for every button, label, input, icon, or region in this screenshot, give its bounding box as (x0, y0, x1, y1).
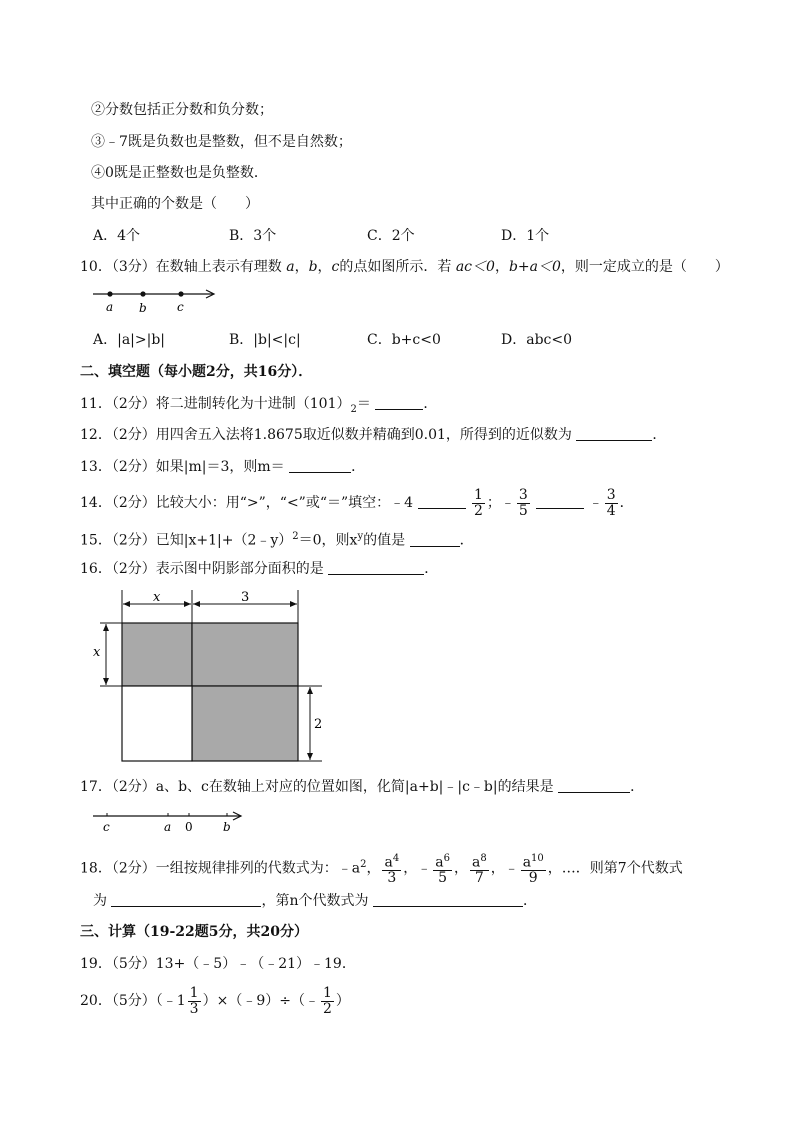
statement-4: ④0既是正整数也是负整数． (91, 165, 268, 181)
section-2-heading: 二、填空题（每小题2分，共16分）． (80, 364, 313, 380)
q16-label-top-left: x (153, 590, 161, 605)
unshaded-bottom-left (122, 686, 192, 761)
q16-label-right: 2 (314, 717, 323, 732)
section-3-heading: 三、计算（19-22题5分，共20分） (80, 924, 308, 940)
q11: 11．（2分）将二进制转化为十进制$(101)_2=$ ． (80, 396, 438, 415)
q17: 17．（2分）a、b、c在数轴上对应的位置如图，化简|a+b|﹣|c﹣b|的结果是 ． (80, 779, 645, 795)
q18-answer-blank-1[interactable] (111, 892, 261, 907)
q14-answer-blank-2[interactable] (536, 494, 584, 509)
q17-label-a: a (164, 820, 172, 834)
q14-fraction-3: $\frac{3}{4}$ (606, 486, 616, 519)
q13: 13．（2分）如果|m|＝3，则m＝ ． (80, 459, 366, 475)
q20-fraction-1: $\frac{1}{3}$ (189, 984, 199, 1017)
q19: 19．（5分）13+（﹣5）﹣（﹣21）﹣19． (80, 956, 356, 972)
q18-term-1: $\frac{a^4}{3}$ (384, 852, 400, 887)
q10-label-a: a (106, 300, 114, 314)
shaded-top-left (122, 623, 192, 686)
q17-answer-blank[interactable] (558, 778, 630, 793)
q16-figure (90, 588, 330, 768)
q16-label-left: x (93, 645, 101, 660)
q14-fraction-1: $\frac{1}{2}$ (473, 486, 483, 519)
q18-answer-blank-2[interactable] (373, 892, 523, 907)
q16: 16．（2分）表示图中阴影部分面积的是 ． (80, 561, 439, 577)
q14-fraction-2: $\frac{3}{5}$ (518, 486, 528, 519)
q12: 12．（2分）用四舍五入法将1.8675取近似数并精确到0.01，所得到的近似数为 ． (80, 427, 667, 443)
q18-term-2: $\frac{a^6}{5}$ (435, 852, 450, 887)
q18-line-1: 18．（2分）一组按规律排列的代数式为：$﹣a^2$， $\frac{a^4}{3}$ ，﹣ $\frac{a^6}{5}$ ， $\frac{a^8}{7}$ ，﹣ $\frac{a^{10}}{9}$ ，…．则第7个代数式 (80, 852, 683, 887)
q18-term-4: $\frac{a^{10}}{9}$ (522, 852, 544, 887)
q10-label-c: c (177, 300, 184, 314)
q10-point-c (178, 291, 183, 296)
q13-answer-blank[interactable] (289, 458, 351, 473)
q15-answer-blank[interactable] (410, 532, 460, 547)
q14: 14．（2分）比较大小：用“>”，“<”或“＝”填空：﹣4 $\frac{1}{2}$ ；﹣ $\frac{3}{5}$ ﹣ $\frac{3}{4}$ ． (80, 486, 634, 519)
q10-text: 10．（3分）在数轴上表示有理数 a，b，c的点如图所示．若 ac＜0，b+a＜0，则一定成立的是（ ） (80, 259, 729, 275)
q18-term-3: $\frac{a^8}{7}$ (471, 852, 487, 887)
statement-2: ②分数包括正分数和负分数； (91, 102, 273, 118)
q17-label-c: c (103, 820, 110, 834)
q20: 20．（5分）（﹣1 $\frac{1}{3}$ ）×（﹣9）÷（﹣ $\frac{1}{2}$ ） (80, 984, 350, 1017)
q10-option-d[interactable]: D．abc<0 (501, 332, 573, 348)
q10-option-b[interactable]: B．|b|<|c| (229, 332, 301, 348)
q12-answer-blank[interactable] (576, 426, 652, 441)
q20-fraction-2: $\frac{1}{2}$ (322, 984, 332, 1017)
q10-option-a[interactable]: A．|a|>|b| (93, 332, 166, 348)
q11-answer-blank[interactable] (375, 395, 423, 410)
q10-point-a (107, 291, 112, 296)
q14-answer-blank-1[interactable] (418, 494, 466, 509)
q9-option-c[interactable]: C．2个 (367, 228, 415, 244)
q10-option-c[interactable]: C．b+c<0 (367, 332, 441, 348)
q9-stem: 其中正确的个数是（ ） (91, 196, 259, 212)
q9-option-b[interactable]: B．3个 (229, 228, 277, 244)
q17-label-b: b (223, 820, 231, 834)
q9-option-a[interactable]: A．4个 (93, 228, 141, 244)
q18-line-2: 为 ，第n个代数式为 ． (93, 893, 537, 909)
q10-point-b (140, 291, 145, 296)
q17-label-zero: 0 (185, 820, 193, 834)
q10-number-line (93, 284, 218, 316)
shaded-bottom-right (192, 686, 298, 761)
q10-label-b: b (139, 301, 147, 315)
shaded-top-right (192, 623, 298, 686)
q16-answer-blank[interactable] (328, 560, 424, 575)
q9-option-d[interactable]: D．1个 (501, 228, 550, 244)
q15: 15．（2分）已知|x+1|+（2﹣y）$^2$＝0，则$x^y$的值是 ． (80, 531, 474, 549)
q16-label-top-right: 3 (241, 590, 250, 605)
q17-number-line (93, 806, 245, 836)
statement-3: ③﹣7既是负数也是整数，但不是自然数； (91, 134, 352, 150)
